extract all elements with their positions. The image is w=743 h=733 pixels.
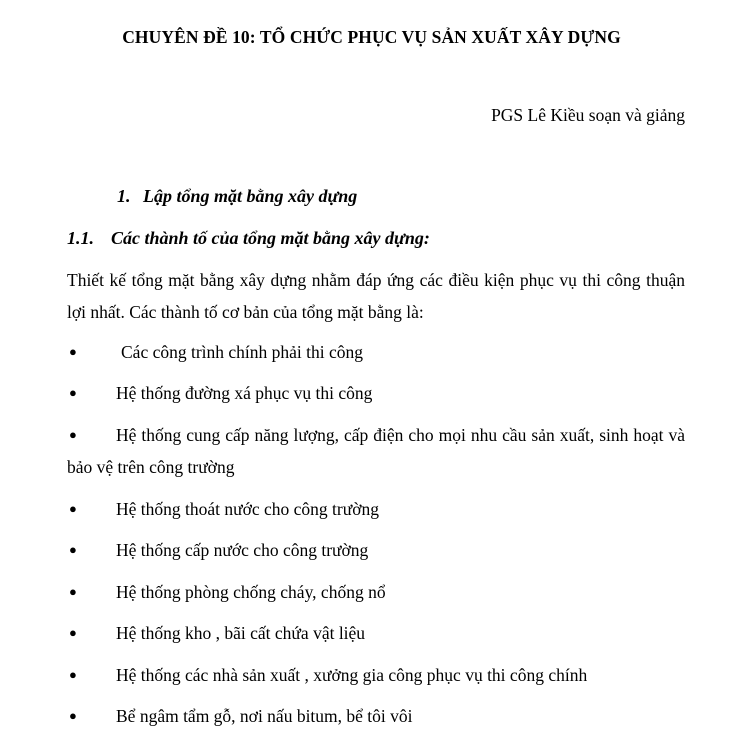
bullet-icon: ● [69, 344, 77, 359]
list-item: ● Các công trình chính phải thi công [67, 336, 685, 368]
list-item: ● Hệ thống thoát nước cho công trường [67, 493, 685, 525]
section-heading-1 [117, 186, 357, 207]
list-item: ● Hệ thống cấp nước cho công trường [67, 534, 685, 566]
bullet-icon: ● [69, 501, 77, 516]
bullet-icon: ● [69, 542, 77, 557]
bullet-icon: ● [69, 584, 77, 599]
author-line: PGS Lê Kiều soạn và giảng [491, 105, 685, 125]
list-item: ● Hệ thống đường xá phục vụ thi công [67, 377, 685, 409]
section-title: Các thành tố của tổng mặt bằng xây dựng: [111, 228, 430, 248]
document-title: CHUYÊN ĐỀ 10: TỔ CHỨC PHỤC VỤ SẢN XUẤT XÂY DỰNG [122, 27, 621, 47]
section-number: 1. [117, 186, 131, 206]
list-item: ● Hệ thống các nhà sản xuất , xưởng gia công phục vụ thi công chính [67, 659, 685, 691]
section-title: Lập tổng mặt bằng xây dựng [143, 186, 358, 206]
bullet-icon: ● [69, 667, 77, 682]
bullet-icon: ● [69, 625, 77, 640]
bullet-icon: ● [69, 427, 77, 442]
section-heading-1-1 [67, 228, 430, 249]
list-item: ● Bể ngâm tẩm gỗ, nơi nấu bitum, bể tôi vôi [67, 700, 685, 732]
list-item: ● Hệ thống kho , bãi cất chứa vật liệu [67, 617, 685, 649]
section-number: 1.1. [67, 228, 94, 248]
bullet-icon: ● [69, 385, 77, 400]
list-item: ● Hệ thống phòng chống cháy, chống nổ [67, 576, 685, 608]
bullet-icon: ● [69, 708, 77, 723]
list-item: ● Hệ thống cung cấp năng lượng, cấp điện cho mọi nhu cầu sản xuất, sinh hoạt và bảo vệ trên công trường [67, 419, 685, 483]
intro-paragraph: Thiết kế tổng mặt bằng xây dựng nhằm đáp ứng các điều kiện phục vụ thi công thuận lợi nhất. Các thành tố cơ bản của tổng mặt bằng là: [67, 270, 685, 322]
